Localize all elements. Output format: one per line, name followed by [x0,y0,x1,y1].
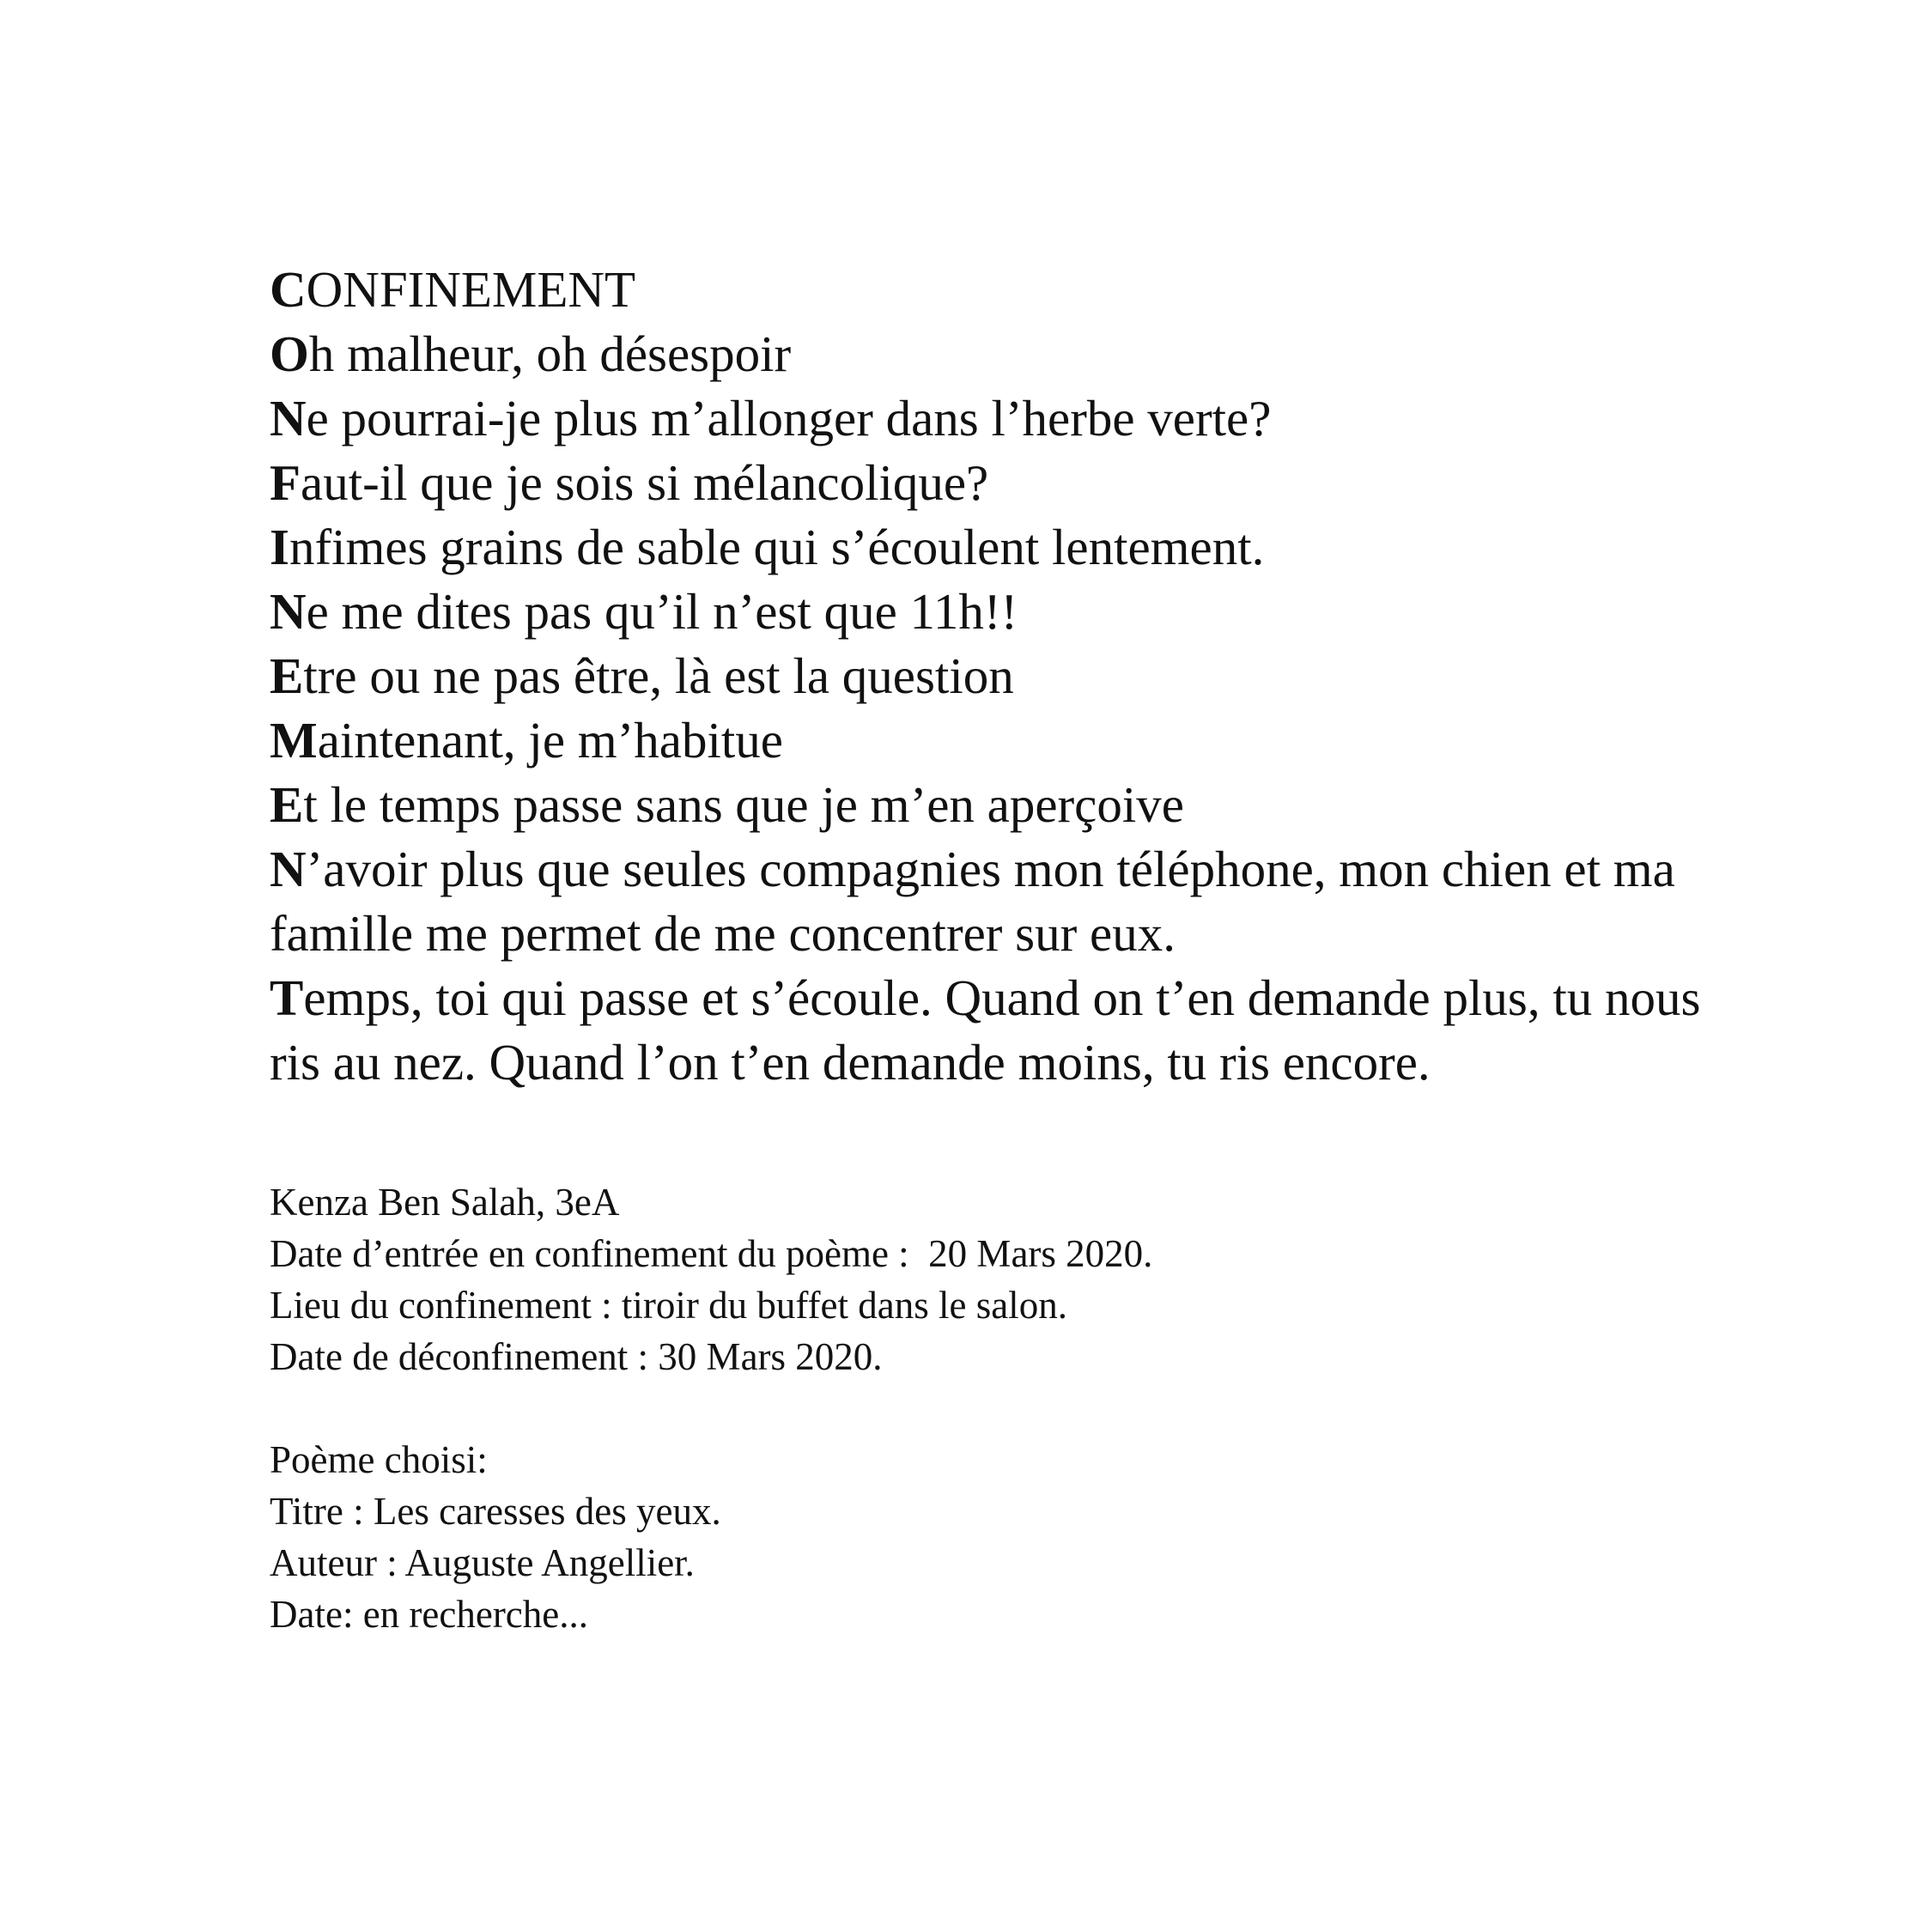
poem-line [270,386,1747,451]
poem-initial: N [270,583,307,640]
poem-initial: M [270,712,318,769]
poem-line-text: emps, toi qui passe et s’écoule. Quand on t’en demande plus, tu nous ris au nez. Quand l’on t’en demande moins, tu ris encore. [270,969,1701,1091]
poem-line-text: ONFINEMENT [306,261,636,318]
poem-initial: C [270,261,307,318]
chosen-poem-author: Auteur : Auguste Angellier. [270,1541,695,1584]
chosen-poem-date: Date: en recherche... [270,1593,589,1636]
poem-line [270,580,1747,644]
poem-line-text: tre ou ne pas être, là est la question [303,647,1014,704]
poem-line-title [270,258,1747,322]
poem-line-text: e pourrai-je plus m’allonger dans l’herbe verte? [306,390,1272,447]
author-class: Kenza Ben Salah, 3eA [270,1181,620,1224]
poem-line [270,966,1747,1095]
poem-line-text: nfimes grains de sable qui s’écoulent lentement. [289,519,1265,575]
poem-info [270,1176,1643,1640]
poem-line-text: aintenant, je m’habitue [317,712,783,769]
exit-date: Date de déconfinement : 30 Mars 2020. [270,1335,883,1378]
poem-initial: E [270,647,304,704]
entry-date: Date d’entrée en confinement du poème : 20 Mars 2020. [270,1232,1153,1275]
poem-initial: N [270,390,307,447]
poem-line-text: aut-il que je sois si mélancolique? [301,454,989,511]
spacer [270,1382,1643,1434]
poem-line [270,515,1747,580]
acrostic-poem [270,258,1747,1095]
poem-initial: F [270,454,301,511]
poem-initial: I [270,519,289,575]
poem-line-text: t le temps passe sans que je m’en aperçoive [303,776,1184,833]
poem-line-text: e me dites pas qu’il n’est que 11h!! [306,583,1018,640]
poem-initial: O [270,325,309,382]
poem-line [270,837,1747,966]
poem-line [270,773,1747,837]
poem-line-text: h malheur, oh désespoir [308,325,792,382]
chosen-poem-heading: Poème choisi: [270,1438,488,1481]
poem-initial: N [270,841,307,897]
poem-line [270,708,1747,773]
confinement-place: Lieu du confinement : tiroir du buffet dans le salon. [270,1284,1067,1327]
poem-initial: T [270,969,304,1026]
poem-line [270,451,1747,515]
poem-line [270,322,1747,386]
poem-line [270,644,1747,708]
poem-initial: E [270,776,304,833]
chosen-poem-title: Titre : Les caresses des yeux. [270,1490,721,1533]
poem-line-text: ’avoir plus que seules compagnies mon téléphone, mon chien et ma famille me permet de me concentrer sur eux. [270,841,1675,962]
